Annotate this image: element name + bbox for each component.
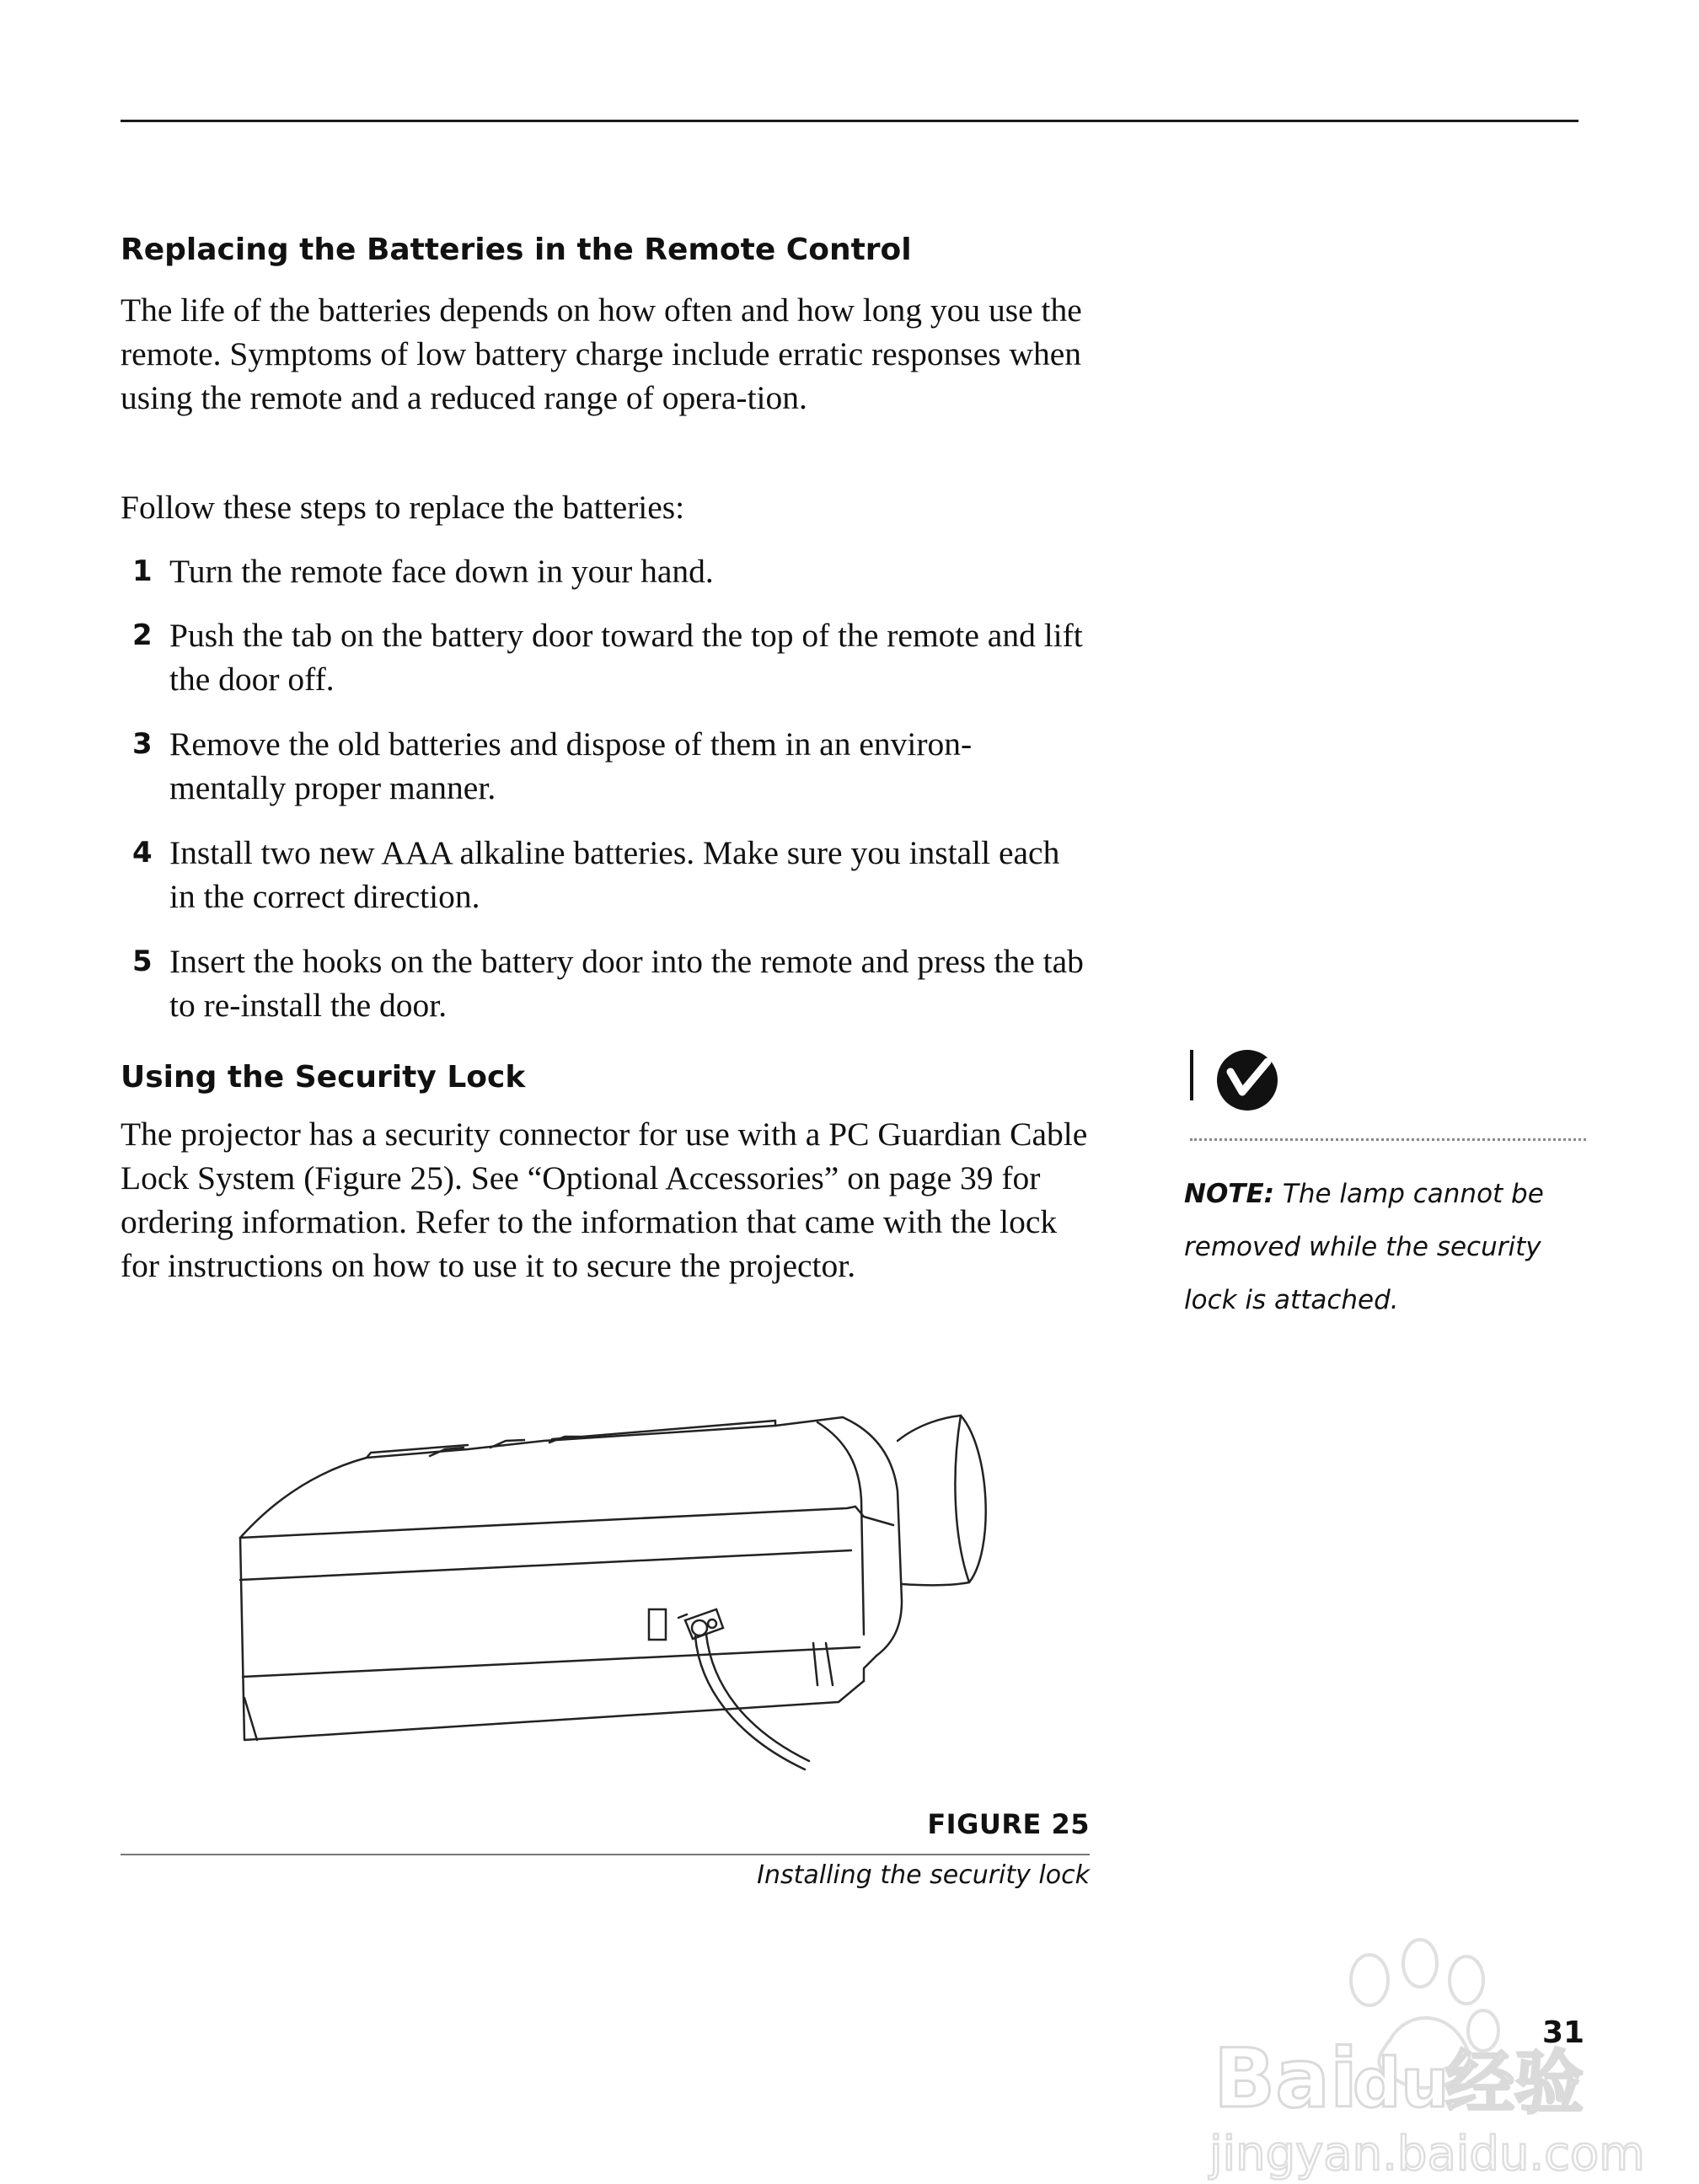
note-body: The lamp cannot be removed while the security lock is attached. bbox=[1184, 1179, 1544, 1315]
note-divider bbox=[1190, 1138, 1586, 1141]
page-number: 31 bbox=[1542, 2015, 1585, 2050]
step-number: 5 bbox=[132, 945, 153, 978]
step-text: Install two new AAA alkaline batteries. Make sure you install each in the correct direction. bbox=[169, 834, 1060, 915]
step-number: 3 bbox=[132, 727, 153, 761]
section-heading-batteries: Replacing the Batteries in the Remote Control bbox=[121, 233, 912, 267]
section-heading-security-lock: Using the Security Lock bbox=[121, 1060, 526, 1095]
figure-caption: Installing the security lock bbox=[757, 1860, 1090, 1890]
baidu-watermark-logo bbox=[1205, 1930, 1645, 2182]
step-number: 2 bbox=[132, 618, 153, 652]
figure-label: FIGURE 25 bbox=[927, 1808, 1090, 1840]
note-text bbox=[1184, 1168, 1580, 1327]
projector-security-lock-illustration bbox=[228, 1365, 986, 1786]
note-icon bbox=[1190, 1046, 1291, 1114]
step-text: Push the tab on the battery door toward the top of the remote and lift the door off. bbox=[169, 617, 1083, 698]
security-lock-paragraph: The projector has a security connector for use with a PC Guardian Cable Lock System (Figure 25). See “Optional Accessories” on page 39 for ordering information. Refer to the information that came with the lock for instructions on how to use it to secure the projector. bbox=[121, 1116, 1088, 1284]
note-label: NOTE: bbox=[1184, 1179, 1275, 1209]
figure-rule bbox=[121, 1854, 1090, 1855]
watermark-brand: Bai bbox=[1214, 2031, 1358, 2126]
watermark-cjk: 经验 bbox=[1445, 2043, 1584, 2123]
header-rule bbox=[121, 120, 1578, 122]
watermark-brand2: du bbox=[1353, 2044, 1450, 2122]
watermark-url: jingyan.baidu.com bbox=[1209, 2127, 1645, 2181]
step-number: 1 bbox=[132, 554, 153, 588]
step-text: Remove the old batteries and dispose of them in an environ-mentally proper manner. bbox=[169, 725, 973, 806]
step-number: 4 bbox=[132, 836, 153, 870]
step-text: Insert the hooks on the battery door into the remote and press the tab to re-install the door. bbox=[169, 943, 1084, 1024]
batteries-paragraph: The life of the batteries depends on how often and how long you use the remote. Symptoms of low battery charge include erratic responses when using the remote and a reduced range of opera-tion. bbox=[121, 292, 1082, 416]
steps-intro: Follow these steps to replace the batteries: bbox=[121, 489, 685, 526]
step-text: Turn the remote face down in your hand. bbox=[169, 553, 714, 590]
